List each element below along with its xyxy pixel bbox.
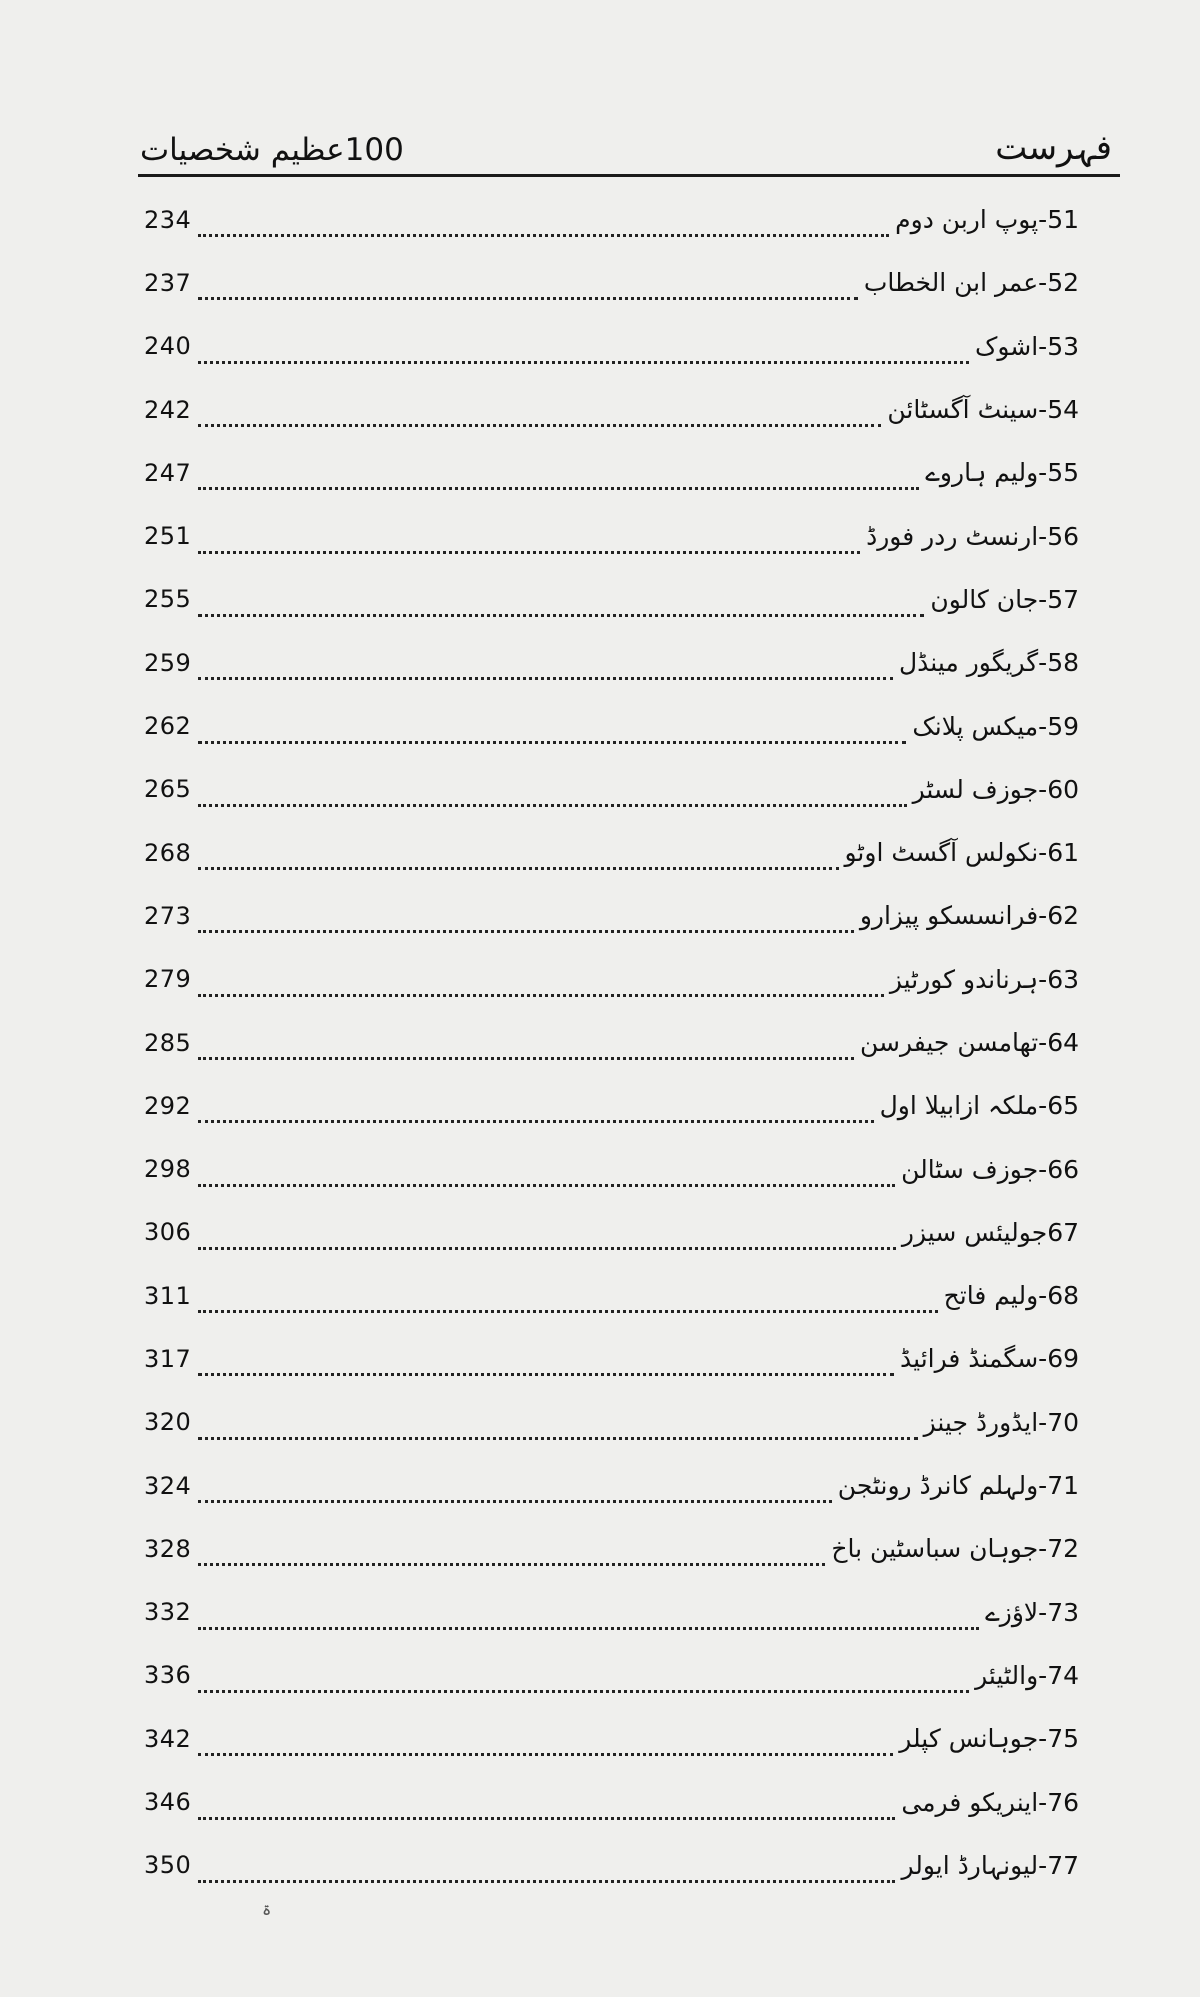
dotted-leader [198,1033,854,1060]
toc-entry-title: 70-ایڈورڈ جینز [923,1407,1079,1437]
toc-entry-title: 74-والٹیئر [975,1660,1079,1690]
toc-page-number: 317 [144,1344,192,1373]
page-footer-mark: ۃ [262,1900,272,1919]
toc-entry [144,1454,1079,1517]
toc-entry [144,948,1079,1011]
toc-page-number: 342 [144,1724,192,1753]
toc-page-number: 336 [144,1661,192,1690]
toc-entry [144,1834,1079,1897]
toc-page-number: 262 [144,712,192,741]
dotted-leader [198,1793,895,1820]
toc-entry-title: 60-جوزف لسٹر [912,774,1079,804]
toc-page-number: 346 [144,1788,192,1817]
toc-page-number: 324 [144,1471,192,1500]
toc-entry [144,694,1079,757]
toc-entry-title: 76-اینریکو فرمی [901,1787,1079,1817]
toc-entry-title: 59-میکس پلانک [912,711,1079,741]
table-of-contents [144,188,1079,1897]
toc-page-number: 306 [144,1218,192,1247]
toc-entry-title: 58-گریگور مینڈل [899,648,1079,678]
toc-entry-title: 63-ہرناندو کورٹیز [889,964,1079,994]
toc-entry-title: 56-ارنسٹ ردر فورڈ [866,521,1079,551]
toc-entry-title: 67جولیئس سیزر [901,1217,1079,1247]
toc-page-number: 237 [144,268,192,297]
toc-page-number: 240 [144,332,192,361]
dotted-leader [198,463,919,490]
dotted-leader [198,843,839,870]
toc-entry [144,1137,1079,1200]
section-title: فہرست [995,128,1112,168]
toc-entry-title: 66-جوزف سٹالن [901,1154,1079,1184]
toc-entry [144,315,1079,378]
toc-entry-title: 72-جوہان سباسٹین باخ [831,1534,1079,1564]
toc-entry-title: 77-لیونہارڈ ایولر [901,1850,1079,1880]
dotted-leader [198,1096,874,1123]
dotted-leader [198,1413,918,1440]
toc-entry-title: 71-ولہلم کانرڈ رونٹجن [837,1471,1079,1501]
toc-entry [144,568,1079,631]
toc-page-number: 311 [144,1281,192,1310]
dotted-leader [198,1476,832,1503]
dotted-leader [198,1286,938,1313]
toc-page-number: 234 [144,205,192,234]
dotted-leader [198,1160,895,1187]
toc-entry [144,1581,1079,1644]
toc-entry [144,188,1079,251]
toc-page-number: 298 [144,1155,192,1184]
toc-entry [144,1264,1079,1327]
toc-page-number: 279 [144,965,192,994]
toc-entry [144,758,1079,821]
dotted-leader [198,1539,825,1566]
toc-entry-title: 75-جوہانس کپلر [899,1724,1079,1754]
toc-entry [144,1517,1079,1580]
toc-page-number: 273 [144,901,192,930]
toc-entry-title: 53-اشوک [974,331,1079,361]
dotted-leader [198,590,924,617]
toc-entry-title: 55-ولیم ہاروے [925,458,1079,488]
toc-entry [144,1644,1079,1707]
toc-entry [144,1201,1079,1264]
toc-entry-title: 65-ملکہ ازابیلا اول [879,1091,1079,1121]
dotted-leader [198,337,969,364]
toc-entry-title: 52-عمر ابن الخطاب [863,268,1079,298]
dotted-leader [198,906,854,933]
dotted-leader [198,527,860,554]
page-header [138,112,1120,177]
toc-entry [144,378,1079,441]
toc-page-number: 285 [144,1028,192,1057]
dotted-leader [198,1666,969,1693]
toc-page-number: 320 [144,1408,192,1437]
toc-entry [144,441,1079,504]
book-title: 100عظیم شخصیات [140,132,404,168]
toc-entry-title: 61-نکولس آگسٹ اوٹو [844,838,1079,868]
toc-entry-title: 51-پوپ اربن دوم [895,205,1079,235]
dotted-leader [198,273,858,300]
toc-entry [144,1770,1079,1833]
toc-entry [144,1391,1079,1454]
toc-entry [144,504,1079,567]
toc-entry-title: 57-جان کالون [930,584,1079,614]
toc-page-number: 268 [144,838,192,867]
dotted-leader [198,717,906,744]
toc-entry [144,1011,1079,1074]
toc-entry [144,631,1079,694]
toc-page-number: 292 [144,1091,192,1120]
toc-page-number: 332 [144,1598,192,1627]
toc-page-number: 265 [144,775,192,804]
dotted-leader [198,1729,893,1756]
dotted-leader [198,1349,894,1376]
dotted-leader [198,1856,895,1883]
toc-entry [144,251,1079,314]
toc-entry-title: 54-سینٹ آگسٹائن [887,395,1079,425]
toc-entry [144,884,1079,947]
dotted-leader [198,400,881,427]
dotted-leader [198,970,884,997]
toc-entry [144,1327,1079,1390]
toc-page-number: 350 [144,1851,192,1880]
toc-page-number: 259 [144,648,192,677]
dotted-leader [198,210,889,237]
toc-entry-title: 73-لاؤزے [985,1597,1079,1627]
toc-entry [144,1707,1079,1770]
toc-page-number: 251 [144,522,192,551]
dotted-leader [198,1223,896,1250]
toc-entry [144,1074,1079,1137]
toc-page-number: 255 [144,585,192,614]
toc-entry-title: 68-ولیم فاتح [943,1281,1079,1311]
dotted-leader [198,780,907,807]
dotted-leader [198,1603,979,1630]
toc-page-number: 328 [144,1534,192,1563]
dotted-leader [198,653,893,680]
toc-page-number: 242 [144,395,192,424]
toc-entry [144,821,1079,884]
toc-entry-title: 64-تھامسن جیفرسن [859,1028,1079,1057]
toc-entry-title: 62-فرانسسکو پیزارو [859,901,1079,931]
toc-page-number: 247 [144,458,192,487]
toc-entry-title: 69-سگمنڈ فرائیڈ [900,1344,1079,1374]
